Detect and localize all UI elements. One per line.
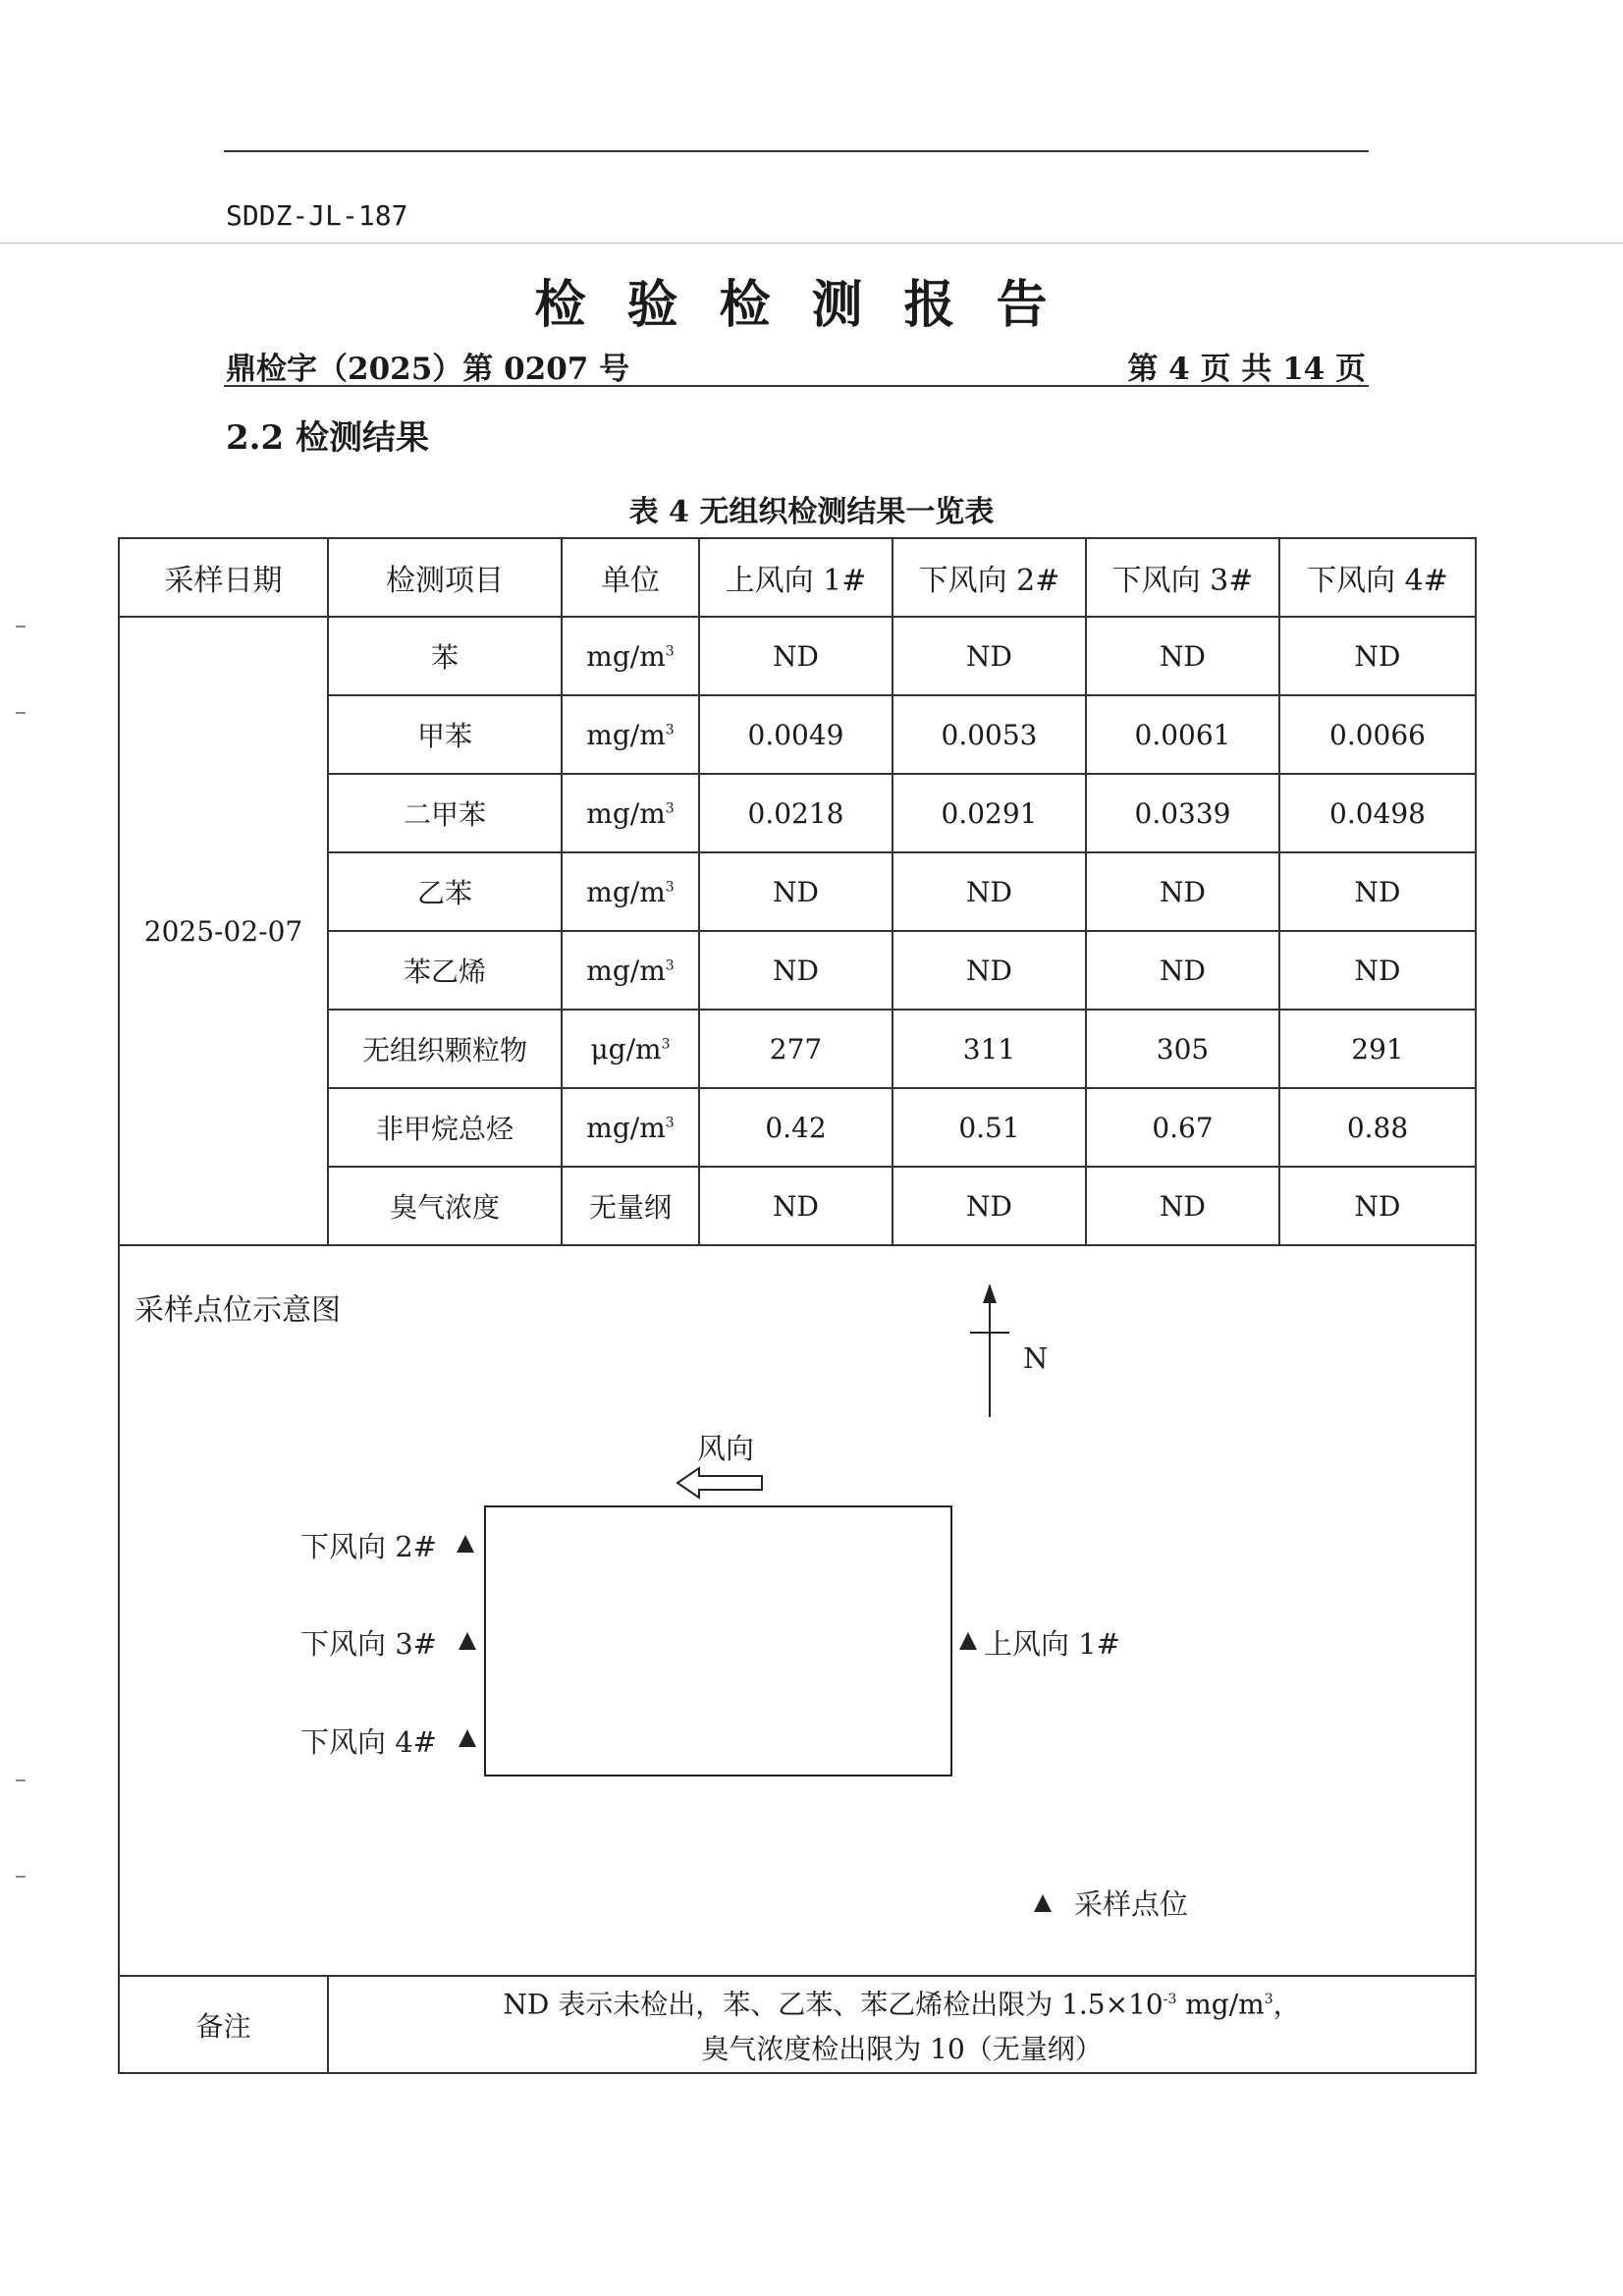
legend-triangle-icon [1034,1894,1052,1912]
value-cell: 0.42 [699,1088,893,1167]
note-text-part: ， [1272,1988,1301,2021]
diagram-cell [119,1245,1476,1976]
header-cell: 下风向 3# [1086,538,1279,617]
unit-exponent: 3 [665,1115,675,1131]
value-cell: ND [1086,931,1279,1010]
item-cell: 乙苯 [328,852,562,931]
header-top-rule [224,150,1369,152]
value-cell: ND [699,617,893,695]
page-margin-line [0,243,1623,244]
site-boundary [485,1506,951,1776]
header-cell: 下风向 4# [1279,538,1476,617]
table-caption: 表 4 无组织检测结果一览表 [628,495,995,529]
margin-tick [16,1876,26,1878]
value-cell: 0.0053 [893,695,1086,774]
document-code: SDDZ-JL-187 [226,199,408,232]
section-title: 2.2 检测结果 [226,418,429,458]
unit-base: mg/m [586,954,666,987]
sampling-point-2-icon [457,1535,474,1553]
header-cell: 检测项目 [328,538,562,617]
value-cell: 0.0291 [893,774,1086,852]
margin-tick [16,1779,26,1781]
value-cell: 0.0061 [1086,695,1279,774]
header-cell: 上风向 1# [699,538,893,617]
value-cell: 0.0498 [1279,774,1476,852]
note-exponent: 3 [1264,1992,1273,2007]
north-label: N [1023,1341,1049,1375]
note-line-1 [329,1977,1475,2027]
point-label-2: 下风向 2# [300,1530,437,1563]
unit-exponent: 3 [665,879,675,896]
wind-label: 风向 [697,1432,755,1465]
wind-arrow-icon [677,1468,762,1498]
note-label: 备注 [119,1976,328,2073]
value-cell: ND [699,931,893,1010]
unit-base: mg/m [586,639,666,673]
unit-base: mg/m [586,718,666,751]
unit-exponent: 3 [665,957,675,974]
unit-exponent: 3 [661,1036,671,1053]
value-cell: 0.51 [893,1088,1086,1167]
value-cell: 0.88 [1279,1088,1476,1167]
value-cell: ND [893,1167,1086,1245]
unit-base: mg/m [586,1111,666,1144]
table-row [119,617,1476,695]
note-row [119,1976,1476,2073]
unit-cell [562,695,699,774]
note-exponent: -3 [1163,1992,1177,2007]
sampling-date-cell: 2025-02-07 [119,617,328,1245]
item-cell: 二甲苯 [328,774,562,852]
unit-exponent: 3 [665,800,675,817]
note-text [328,1976,1476,2073]
item-cell: 非甲烷总烃 [328,1088,562,1167]
value-cell: ND [1086,617,1279,695]
value-cell: ND [1086,1167,1279,1245]
diagram-title: 采样点位示意图 [135,1293,341,1328]
value-cell: 305 [1086,1010,1279,1088]
unit-exponent: 3 [665,643,675,660]
note-line-2: 臭气浓度检出限为 10（无量纲） [701,2033,1103,2066]
item-cell: 苯乙烯 [328,931,562,1010]
value-cell: ND [1279,1167,1476,1245]
unit-cell [562,1088,699,1167]
point-label-3: 下风向 3# [300,1627,437,1661]
note-text-part: mg/m [1176,1988,1265,2021]
header-cell: 单位 [562,538,699,617]
value-cell: ND [1279,617,1476,695]
results-table [118,537,1477,2074]
point-label-4: 下风向 4# [300,1725,437,1759]
value-cell: 0.0339 [1086,774,1279,852]
margin-tick [16,712,26,714]
item-cell: 臭气浓度 [328,1167,562,1245]
north-arrow-head [983,1284,997,1303]
value-cell: 0.0066 [1279,695,1476,774]
unit-base: μg/m [590,1032,662,1066]
value-cell: 0.67 [1086,1088,1279,1167]
unit-cell [562,774,699,852]
header-cell: 采样日期 [119,538,328,617]
sampling-point-1-icon [959,1632,977,1650]
value-cell: ND [893,931,1086,1010]
note-text-part: ND 表示未检出，苯、乙苯、苯乙烯检出限为 1.5×10 [503,1988,1163,2021]
diagram-canvas [120,1246,1475,1975]
legend-label: 采样点位 [1074,1887,1189,1921]
unit-cell: 无量纲 [562,1167,699,1245]
report-title: 检验检测报告 [534,275,1089,335]
unit-base: mg/m [586,796,666,830]
value-cell: ND [1279,931,1476,1010]
value-cell: 0.0218 [699,774,893,852]
unit-cell [562,1010,699,1088]
value-cell: ND [1279,852,1476,931]
value-cell: 277 [699,1010,893,1088]
sampling-point-3-icon [459,1632,476,1650]
item-cell: 甲苯 [328,695,562,774]
value-cell: 0.0049 [699,695,893,774]
table-header-row [119,538,1476,617]
diagram-row [119,1245,1476,1976]
unit-cell [562,617,699,695]
value-cell: ND [893,852,1086,931]
value-cell: 311 [893,1010,1086,1088]
item-cell: 苯 [328,617,562,695]
sampling-point-4-icon [459,1729,476,1747]
report-number: 鼎检字（2025）第 0207 号 [226,352,630,387]
value-cell: 291 [1279,1010,1476,1088]
value-cell: ND [893,617,1086,695]
unit-cell [562,852,699,931]
sampling-diagram [120,1246,1475,1975]
value-cell: ND [1086,852,1279,931]
page-info: 第 4 页 共 14 页 [1127,352,1366,387]
unit-cell [562,931,699,1010]
unit-base: mg/m [586,875,666,908]
value-cell: ND [699,1167,893,1245]
margin-tick [16,626,26,628]
item-cell: 无组织颗粒物 [328,1010,562,1088]
unit-exponent: 3 [665,722,675,738]
header-cell: 下风向 2# [893,538,1086,617]
point-label-1: 上风向 1# [984,1627,1120,1661]
value-cell: ND [699,852,893,931]
header-bottom-rule [224,385,1369,387]
